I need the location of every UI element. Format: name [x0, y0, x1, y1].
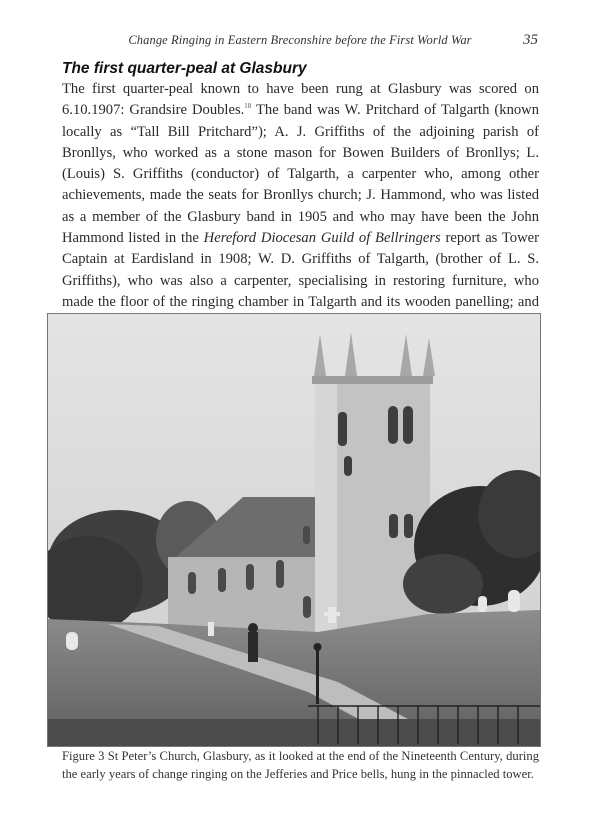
running-head: Change Ringing in Eastern Breconshire before the First World War	[128, 33, 472, 47]
guild-report-title: Hereford Diocesan Guild of Bellringers	[203, 230, 441, 247]
section-heading: The first quarter-peal at Glasbury	[62, 60, 307, 77]
paragraph-text-1: The first quarter-peal known to have been rung at Glasbury was scored on 6.10.1907: Grandsire Doubles.	[62, 81, 539, 119]
paragraph-text-2: The band was W. Pritchard of Talgarth (known locally as “Tall Bill Pritchard”); A. J. Griffiths of the adjoining parish of Bronllys, who worked as a stone mason for Bowen Builders of Bronllys; L. (Louis) S. Griffiths (conductor) of Talgarth, a carpenter who, among other achievements, made the seats for Bronllys church; J. Hammond, who was listed as a member of the Glasbury band in 1905 and who may have been the John Hammond listed in the	[62, 102, 539, 247]
reference-18: 18	[244, 102, 252, 111]
paragraph-text-3: report as Tower Captain at Eardisland in 1908; W. D. Griffiths of Talgarth, (brother of L. S. Griffiths), who was also a carpenter, specialising in restoring furniture, who made the floor of the ringing chamber in Talgarth and its wooden panelling; and	[62, 230, 539, 310]
body-paragraph	[62, 79, 539, 335]
figure-caption: Figure 3 St Peter’s Church, Glasbury, as it looked at the end of the Nineteenth Century, during the early years of change ringing on the Jefferies and Price bells, hung in the pinnacled tower.	[62, 749, 539, 781]
church-photo-illustration	[48, 314, 540, 746]
church-photograph	[47, 313, 541, 747]
page-number: 35	[523, 32, 538, 48]
